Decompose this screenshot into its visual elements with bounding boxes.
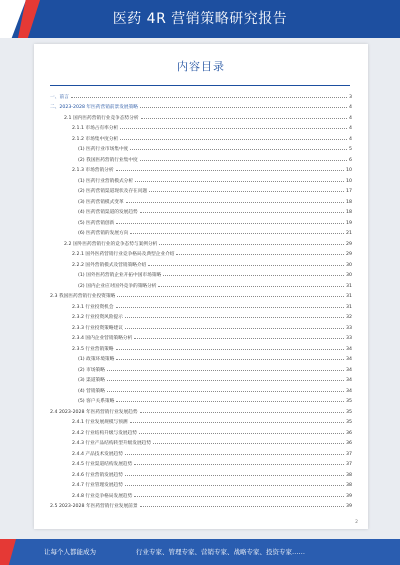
toc-leader-dots bbox=[140, 160, 347, 161]
toc-entry[interactable] bbox=[50, 362, 352, 373]
toc-entry[interactable] bbox=[50, 163, 352, 174]
toc-entry-page: 37 bbox=[346, 451, 352, 457]
toc-entry-page: 6 bbox=[349, 157, 352, 163]
toc-leader-dots bbox=[125, 485, 344, 486]
toc-leader-dots bbox=[130, 149, 347, 150]
toc-entry-title: 2.4.8 行业竞争格局发展趋势 bbox=[72, 493, 133, 499]
toc-leader-dots bbox=[140, 212, 344, 213]
toc-entry-page: 39 bbox=[346, 504, 352, 509]
toc-entry-page: 31 bbox=[346, 294, 352, 299]
toc-entry[interactable] bbox=[50, 257, 352, 268]
toc-entry-page: 35 bbox=[346, 399, 352, 404]
toc-entry[interactable] bbox=[50, 331, 352, 342]
toc-leader-dots bbox=[134, 496, 344, 497]
toc-entry-page: 39 bbox=[346, 493, 352, 499]
toc-entry[interactable] bbox=[50, 247, 352, 258]
toc-leader-dots bbox=[116, 349, 344, 350]
toc-entry-title: 2.2.2 国外营销模式及营销策略介绍 bbox=[72, 262, 147, 268]
toc-leader-dots bbox=[116, 401, 344, 402]
toc-leader-dots bbox=[163, 275, 344, 276]
page-number: 2 bbox=[355, 520, 358, 525]
toc-entry-page: 5 bbox=[349, 147, 352, 152]
toc-leader-dots bbox=[176, 254, 344, 255]
toc-entry-page: 4 bbox=[349, 105, 352, 110]
toc-entry-title: (2) 我国医药营销行业集中度 bbox=[78, 157, 138, 163]
toc-entry-page: 18 bbox=[346, 210, 352, 215]
toc-leader-dots bbox=[116, 223, 344, 224]
toc-entry-page: 34 bbox=[346, 346, 352, 352]
toc-entry-page: 34 bbox=[346, 357, 352, 362]
toc-entry-page: 32 bbox=[346, 315, 352, 320]
report-title: 医药 4R 营销策略研究报告 bbox=[112, 11, 288, 27]
toc-leader-dots bbox=[158, 286, 344, 287]
toc-entry[interactable] bbox=[50, 131, 352, 142]
toc-leader-dots bbox=[130, 233, 344, 234]
toc-entry-title: 2.4.2 行业结构升级与发展趋势 bbox=[72, 430, 137, 436]
toc-entry-title: 2.1.2 市场集中度分析 bbox=[72, 136, 119, 142]
toc-entry-title: (1) 医药行业营销模式分析 bbox=[78, 178, 134, 184]
toc-entry-title: 2.3.4 国内企业营销策略分析 bbox=[72, 336, 133, 341]
toc-entry-title: (5) 客户关系策略 bbox=[78, 399, 115, 404]
toc-leader-dots bbox=[140, 506, 344, 507]
toc-entry-page: 17 bbox=[346, 189, 352, 194]
toc-entry-page: 31 bbox=[346, 283, 352, 289]
toc-leader-dots bbox=[141, 118, 347, 119]
toc-entry-page: 10 bbox=[346, 178, 352, 184]
toc-entry-title: 2.1 国内医药营销行业竞争态势分析 bbox=[64, 115, 139, 121]
toc-entry-page: 36 bbox=[346, 441, 352, 446]
toc-entry-title: 2.4 2023-2028 年医药营销行业发展趋势 bbox=[50, 409, 138, 415]
toc-entry[interactable] bbox=[50, 100, 352, 111]
toc-entry[interactable] bbox=[50, 236, 352, 247]
toc-entry-page: 21 bbox=[346, 231, 352, 236]
toc-entry-title: 2.5 2023-2028 年医药营销行业发展前景 bbox=[50, 504, 138, 509]
toc-entry[interactable] bbox=[50, 352, 352, 363]
toc-leader-dots bbox=[120, 139, 347, 140]
toc-entry-title: (1) 医药行业市场集中度 bbox=[78, 147, 129, 152]
toc-entry-title: 2.3.5 行业营销策略 bbox=[72, 346, 114, 352]
toc-entry[interactable] bbox=[50, 499, 352, 510]
toc-entry-title: (1) 国外医药营销企业开拓中国市场策略 bbox=[78, 273, 162, 278]
toc-entry-title: 2.3.3 行业投资策略建议 bbox=[72, 325, 123, 331]
toc-entry-title: (2) 医药营销渠道现状及存在问题 bbox=[78, 189, 148, 194]
report-header bbox=[0, 0, 400, 38]
toc-leader-dots bbox=[135, 181, 344, 182]
toc-entry[interactable] bbox=[50, 89, 352, 100]
toc-leader-dots bbox=[159, 244, 344, 245]
toc-entry[interactable] bbox=[50, 289, 352, 300]
toc-entry[interactable] bbox=[50, 142, 352, 153]
toc-leader-dots bbox=[134, 464, 344, 465]
toc-leader-dots bbox=[116, 170, 344, 171]
toc-entry-page: 30 bbox=[346, 273, 352, 278]
toc-entry-page: 3 bbox=[349, 94, 352, 100]
toc-entry-page: 34 bbox=[346, 388, 352, 394]
toc-entry-page: 19 bbox=[346, 220, 352, 226]
toc-leader-dots bbox=[107, 391, 344, 392]
toc-entry-title: 2.1.1 市场占有率分析 bbox=[72, 126, 119, 131]
toc-entry-title: 2.3 我国医药营销行业投资策略 bbox=[50, 294, 116, 299]
toc-entry[interactable] bbox=[50, 268, 352, 279]
toc-entry-page: 33 bbox=[346, 336, 352, 341]
toc-entry-page: 34 bbox=[346, 367, 352, 373]
toc-entry-page: 29 bbox=[346, 252, 352, 257]
toc-leader-dots bbox=[116, 307, 344, 308]
toc-entry[interactable] bbox=[50, 467, 352, 478]
toc-leader-dots bbox=[120, 128, 347, 129]
toc-entry-title: 2.2.1 国外医药营销行业竞争格局及典型企业介绍 bbox=[72, 252, 175, 257]
toc-leader-dots bbox=[107, 370, 344, 371]
toc-entry[interactable] bbox=[50, 215, 352, 226]
toc-entry[interactable] bbox=[50, 436, 352, 447]
toc-leader-dots bbox=[125, 454, 344, 455]
toc-entry[interactable] bbox=[50, 383, 352, 394]
toc-leader-dots bbox=[126, 202, 344, 203]
toc-entry-page: 4 bbox=[349, 126, 352, 131]
toc-entry[interactable] bbox=[50, 320, 352, 331]
toc-entry-page: 4 bbox=[349, 115, 352, 121]
toc-entry-title: (6) 医药营销的发展方向 bbox=[78, 231, 129, 236]
toc-entry-page: 35 bbox=[346, 420, 352, 425]
toc-list bbox=[50, 89, 352, 509]
toc-entry[interactable] bbox=[50, 478, 352, 489]
toc-entry[interactable] bbox=[50, 226, 352, 237]
toc-entry[interactable] bbox=[50, 310, 352, 321]
toc-entry-title: 2.2 国外医药营销行业的竞争态势与案例分析 bbox=[64, 241, 158, 247]
toc-entry-page: 38 bbox=[346, 483, 352, 488]
toc-entry[interactable] bbox=[50, 184, 352, 195]
footer-slogan-left: 让每个人都能成为 bbox=[44, 548, 96, 556]
toc-entry-title: (5) 医药营销创新 bbox=[78, 220, 115, 226]
toc-entry-title: 2.4.3 行业产品结构转型升级发展趋势 bbox=[72, 441, 152, 446]
toc-entry[interactable] bbox=[50, 446, 352, 457]
toc-entry-title: (2) 国内企业应对国外竞争的策略分析 bbox=[78, 283, 157, 289]
toc-entry[interactable] bbox=[50, 152, 352, 163]
toc-leader-dots bbox=[140, 107, 347, 108]
toc-entry-page: 30 bbox=[346, 262, 352, 268]
toc-entry-page: 18 bbox=[346, 199, 352, 205]
toc-entry[interactable] bbox=[50, 373, 352, 384]
toc-entry-title: 二、2023-2028 年医药营销前景发展策略 bbox=[50, 105, 138, 110]
toc-entry[interactable] bbox=[50, 341, 352, 352]
toc-leader-dots bbox=[140, 412, 344, 413]
toc-entry-title: (4) 营销策略 bbox=[78, 388, 105, 394]
toc-entry[interactable] bbox=[50, 194, 352, 205]
toc-entry-page: 35 bbox=[346, 409, 352, 415]
toc-leader-dots bbox=[153, 443, 344, 444]
toc-leader-dots bbox=[139, 433, 344, 434]
toc-entry-page: 31 bbox=[346, 304, 352, 310]
toc-title: 内容目录 bbox=[177, 60, 225, 73]
toc-leader-dots bbox=[117, 296, 344, 297]
toc-entry-title: (4) 医药营销渠道的发展趋势 bbox=[78, 210, 138, 215]
toc-leader-dots bbox=[125, 475, 344, 476]
toc-leader-dots bbox=[71, 97, 347, 98]
toc-entry-title: 2.4.4 产品技术发展趋势 bbox=[72, 451, 123, 457]
toc-entry[interactable] bbox=[50, 110, 352, 121]
toc-divider bbox=[50, 85, 350, 86]
toc-entry-title: (3) 渠道策略 bbox=[78, 378, 105, 383]
toc-entry[interactable] bbox=[50, 404, 352, 415]
toc-entry[interactable] bbox=[50, 457, 352, 468]
toc-entry-title: 2.3.2 行业投资风险提示 bbox=[72, 315, 123, 320]
toc-entry-page: 33 bbox=[346, 325, 352, 331]
toc-entry-page: 38 bbox=[346, 472, 352, 478]
document-page bbox=[34, 44, 368, 529]
toc-entry-page: 37 bbox=[346, 462, 352, 467]
footer-slogan-right: 行业专家、管理专家、营销专家、战略专家、投资专家…… bbox=[136, 548, 305, 556]
toc-entry[interactable] bbox=[50, 121, 352, 132]
toc-entry-page: 29 bbox=[346, 241, 352, 247]
toc-entry-page: 4 bbox=[349, 136, 352, 142]
toc-entry[interactable] bbox=[50, 425, 352, 436]
toc-leader-dots bbox=[149, 191, 344, 192]
toc-leader-dots bbox=[107, 380, 344, 381]
toc-entry[interactable] bbox=[50, 278, 352, 289]
toc-entry-page: 34 bbox=[346, 378, 352, 383]
toc-leader-dots bbox=[148, 265, 344, 266]
toc-leader-dots bbox=[130, 422, 344, 423]
toc-entry-title: 一、前言 bbox=[50, 94, 69, 100]
toc-entry[interactable] bbox=[50, 415, 352, 426]
toc-entry-title: 2.4.5 行业渠道结构发展趋势 bbox=[72, 462, 133, 467]
toc-entry-title: 2.1.3 市场营销分析 bbox=[72, 168, 114, 173]
toc-entry[interactable] bbox=[50, 205, 352, 216]
toc-entry-title: 2.4.7 行业管理发展趋势 bbox=[72, 483, 123, 488]
toc-entry-page: 36 bbox=[346, 430, 352, 436]
toc-entry-title: 2.4.1 行业发展规模与预测 bbox=[72, 420, 128, 425]
toc-leader-dots bbox=[116, 359, 344, 360]
toc-leader-dots bbox=[125, 317, 344, 318]
toc-entry[interactable] bbox=[50, 299, 352, 310]
toc-entry-page: 10 bbox=[346, 168, 352, 173]
toc-leader-dots bbox=[134, 338, 344, 339]
toc-entry[interactable] bbox=[50, 488, 352, 499]
toc-leader-dots bbox=[125, 328, 344, 329]
toc-entry-title: (1) 政策环境策略 bbox=[78, 357, 115, 362]
toc-entry[interactable] bbox=[50, 173, 352, 184]
toc-entry-title: 2.3.1 行业投资机会 bbox=[72, 304, 114, 310]
toc-entry-title: (2) 市场策略 bbox=[78, 367, 105, 373]
toc-entry-title: 2.4.6 行业营销发展趋势 bbox=[72, 472, 123, 478]
toc-entry[interactable] bbox=[50, 394, 352, 405]
toc-entry-title: (3) 医药营销模式变革 bbox=[78, 199, 124, 205]
